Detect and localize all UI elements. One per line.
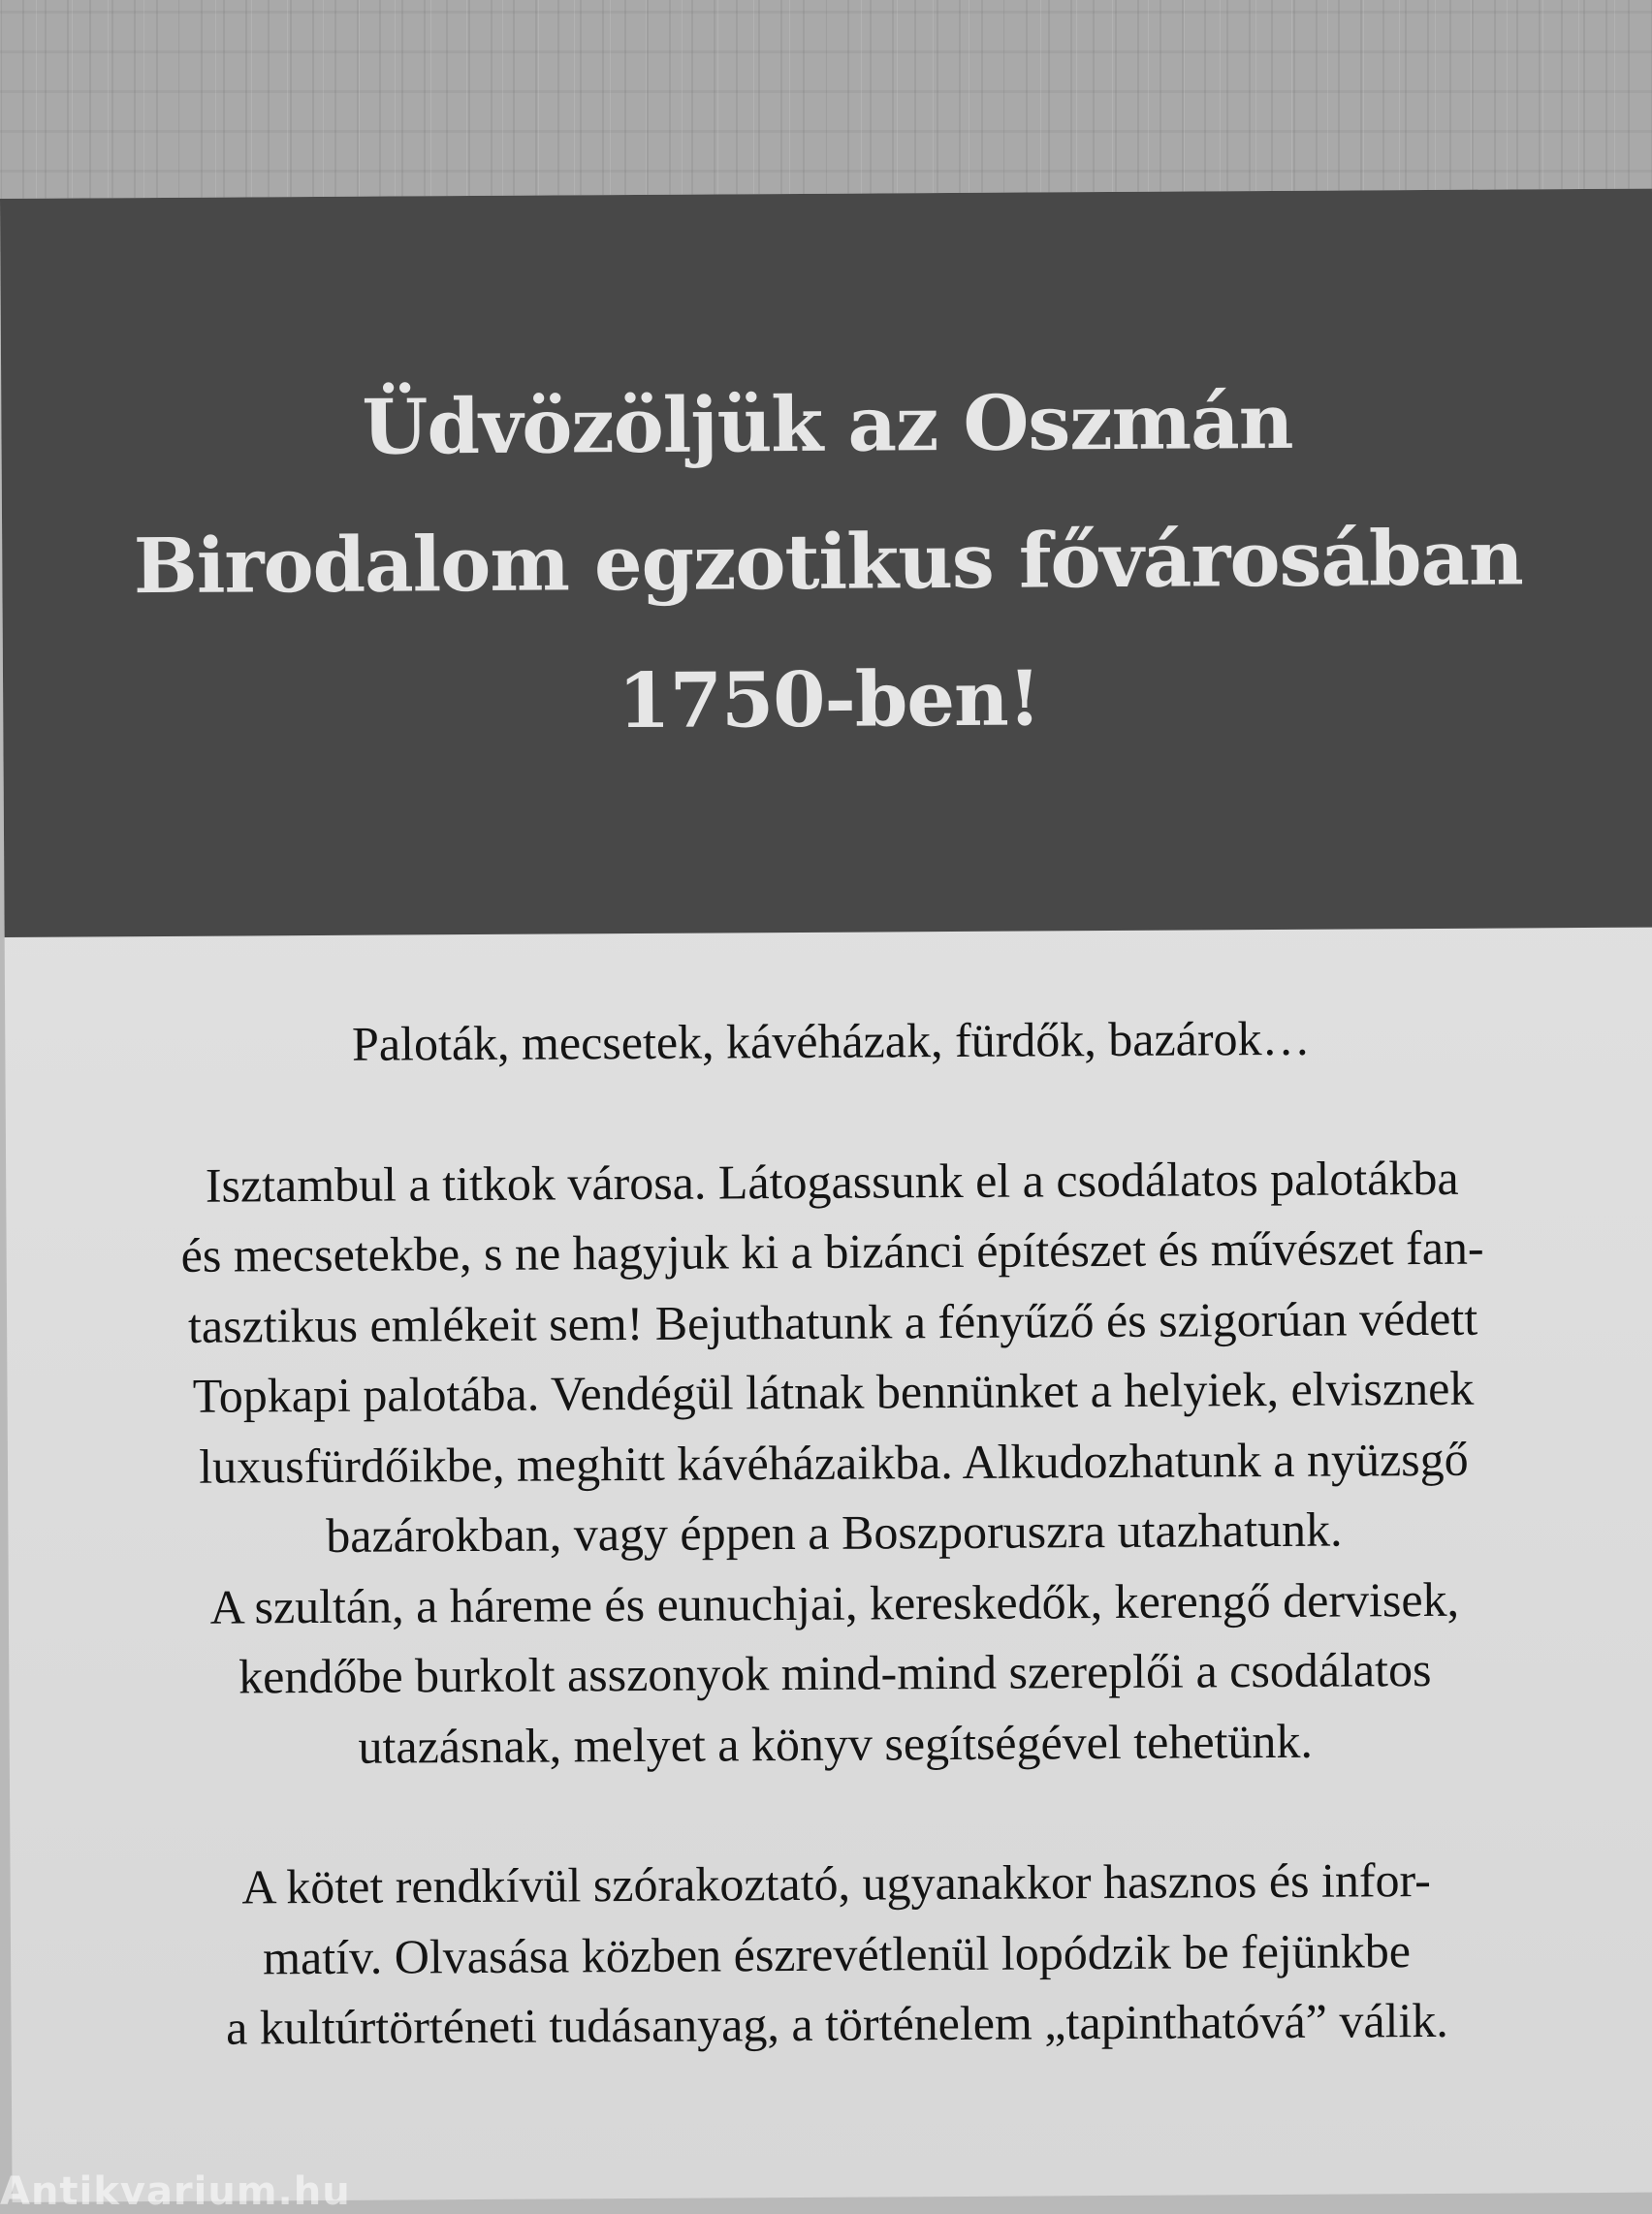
headline-line: 1750-ben!: [618, 654, 1041, 746]
blurb-text: [5, 1001, 1652, 2065]
cover-headline: [13, 352, 1644, 775]
blurb-paragraph-1: [85, 1142, 1582, 1784]
text-line: Topkapi palotába. Vendégül látnak bennünket a helyiek, elvisznek: [192, 1360, 1475, 1423]
text-line: a kultúrtörténeti tudásanyag, a történelem „tapinthatóvá” válik.: [226, 1992, 1449, 2055]
text-line: A kötet rendkívül szórakoztató, ugyanakkor hasznos és infor-: [241, 1852, 1432, 1914]
text-line: A szultán, a háreme és eunuchjai, kereskedők, kerengő dervisek,: [209, 1571, 1460, 1634]
text-line: matív. Olvasása közben észrevétlenül lopódzik be fejünkbe: [262, 1922, 1412, 1984]
text-line: utazásnak, melyet a könyv segítségével tehetünk.: [358, 1713, 1314, 1774]
headline-line: Birodalom egzotikus fővárosában: [133, 514, 1524, 612]
intro-line: [84, 1001, 1577, 1081]
title-band: [0, 189, 1652, 937]
watermark-text: Antikvarium.hu: [0, 2169, 351, 2214]
text-line: kendőbe burkolt asszonyok mind-mind szereplői a csodálatos: [238, 1642, 1432, 1704]
text-line: Paloták, mecsetek, kávéházak, fürdők, bazárok…: [351, 1010, 1311, 1071]
text-line: Isztambul a titkok városa. Látogassunk el a csodálatos palotákba: [205, 1150, 1459, 1213]
text-line: tasztikus emlékeit sem! Bejuthatunk a fényűző és szigorúan védett: [187, 1290, 1478, 1353]
text-line: bazárokban, vagy éppen a Boszporuszra utazhatunk.: [326, 1502, 1343, 1563]
book-back-cover: [0, 189, 1652, 2202]
headline-line: Üdvözöljük az Oszmán: [362, 377, 1293, 472]
text-line: és mecsetekbe, s ne hagyjuk ki a bizánci építészet és művészet fan-: [180, 1219, 1484, 1282]
text-line: luxusfürdőikbe, meghitt kávéházaikba. Alkudozhatunk a nyüzsgő: [199, 1431, 1469, 1494]
blurb-paragraph-2: [89, 1844, 1583, 2064]
